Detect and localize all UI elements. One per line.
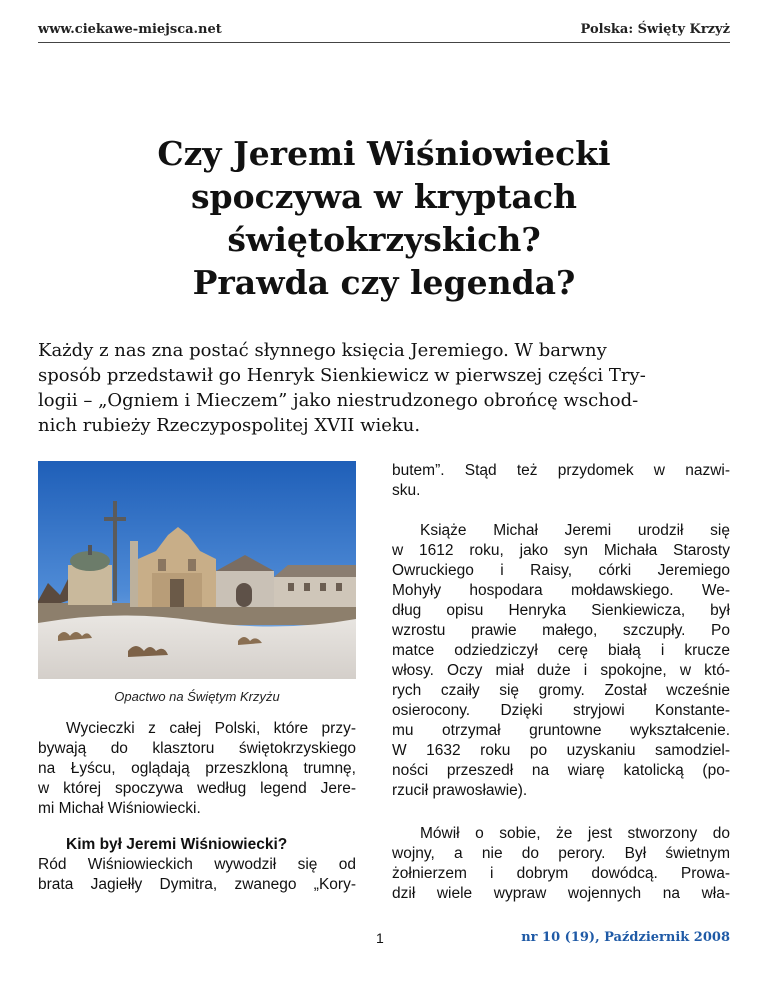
photo-caption: Opactwo na Świętym Krzyżu bbox=[114, 689, 280, 704]
title-line: Czy Jeremi Wiśniowiecki bbox=[157, 134, 611, 173]
lead-line: Każdy z nas zna postać słynnego księcia Jeremiego. W barwny bbox=[38, 340, 607, 361]
abbey-illustration bbox=[38, 461, 356, 679]
lead-line: nich rubieży Rzeczypospolitej XVII wieku. bbox=[38, 415, 421, 436]
issue-label: nr 10 (19), Październik 2008 bbox=[521, 930, 730, 945]
title-line: świętokrzyskich? bbox=[227, 220, 541, 259]
right-column-para2 bbox=[392, 824, 730, 904]
lead-paragraph bbox=[38, 338, 730, 438]
text-line: Ród Wiśniowieckich wywodził się od bbox=[38, 856, 356, 873]
text-line: w 1612 roku, jako syn Michała Starosty bbox=[392, 542, 730, 559]
text-line: W 1632 roku po uzyskaniu samodziel- bbox=[392, 742, 730, 759]
section-label: Polska: Święty Krzyż bbox=[580, 22, 730, 37]
text-line: żołnierzem i dobrym dowódcą. Prowa- bbox=[392, 865, 730, 882]
text-line: Wycieczki z całej Polski, które przy- bbox=[66, 720, 356, 737]
lead-line: logii – „Ogniem i Mieczem” jako niestrudzonego obrońcę wschod- bbox=[38, 390, 639, 411]
page-number: 1 bbox=[376, 930, 384, 946]
right-column-para1 bbox=[392, 521, 730, 801]
section-subheading: Kim był Jeremi Wiśniowiecki? bbox=[66, 836, 288, 853]
text-line: Owruckiego i Raisy, córki Jeremiego bbox=[392, 562, 730, 579]
title-line: spoczywa w kryptach bbox=[190, 177, 578, 216]
text-line: Książe Michał Jeremi urodził się bbox=[420, 522, 730, 539]
text-line: rych czaiły się gromy. Został wcześnie bbox=[392, 682, 730, 699]
text-line: w której spoczywa według legend Jere- bbox=[38, 780, 356, 797]
right-column-para0 bbox=[392, 461, 730, 501]
text-line: brata Jagiełły Dymitra, zwanego „Kory- bbox=[38, 876, 356, 893]
article-title bbox=[0, 132, 768, 304]
text-line: mi Michał Wiśniowiecki. bbox=[38, 800, 201, 817]
text-line: wojny, a nie do perory. Był świetnym bbox=[392, 845, 730, 862]
lead-line: sposób przedstawił go Henryk Sienkiewicz w pierwszej części Try- bbox=[38, 365, 646, 386]
text-line: butem”. Stąd też przydomek w nazwi- bbox=[392, 462, 730, 479]
text-line: osierocony. Dzięki stryjowi Konstante- bbox=[392, 702, 730, 719]
title-line: Prawda czy legenda? bbox=[192, 263, 576, 302]
text-line: Mohyły hospodara mołdawskiego. We- bbox=[392, 582, 730, 599]
text-line: sku. bbox=[392, 482, 421, 499]
text-line: Mówił o sobie, że jest stworzony do bbox=[420, 825, 730, 842]
text-line: wzrostu prawie małego, szczupły. Po bbox=[392, 622, 730, 639]
text-line: rzucił prawosławie). bbox=[392, 782, 528, 799]
text-line: dził wiele wypraw wojennych na wła- bbox=[392, 885, 730, 902]
left-column-para1 bbox=[38, 719, 356, 819]
abbey-photo bbox=[38, 461, 356, 679]
text-line: matce odziedziczył cerę białą i krucze bbox=[392, 642, 730, 659]
text-line: mu otrzymał gruntowne wykształcenie. bbox=[392, 722, 730, 739]
text-line: ności przeszedł na wiarę katolicką (po- bbox=[392, 762, 730, 779]
site-url[interactable]: www.ciekawe-miejsca.net bbox=[38, 22, 222, 37]
left-column-para2 bbox=[38, 835, 356, 895]
text-line: bywają do klasztoru świętokrzyskiego bbox=[38, 740, 356, 757]
text-line: dług opisu Henryka Sienkiewicza, był bbox=[392, 602, 730, 619]
text-line: włosy. Oczy miał duże i spokojne, w któ- bbox=[392, 662, 730, 679]
header-rule bbox=[38, 42, 730, 43]
text-line: na Łyścu, oglądają przeszkloną trumnę, bbox=[38, 760, 356, 777]
